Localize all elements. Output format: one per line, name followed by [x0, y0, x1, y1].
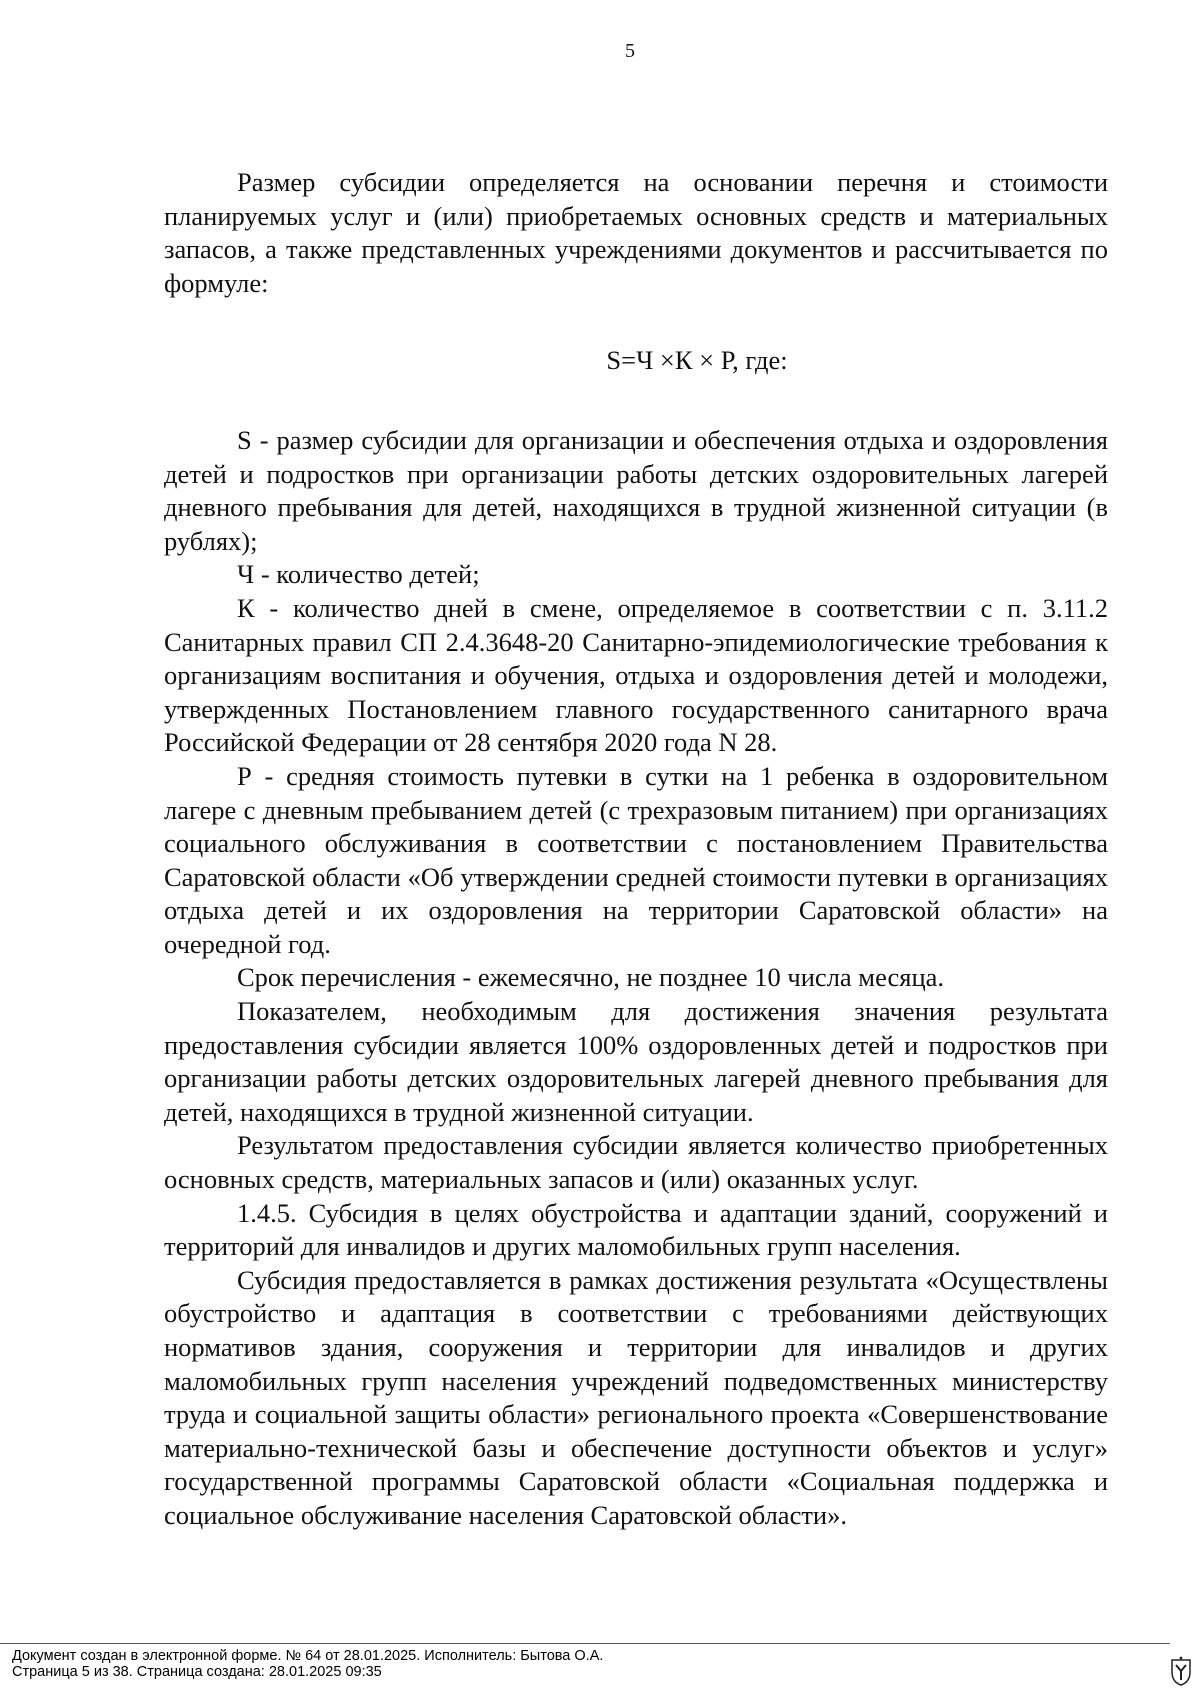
paragraph-indicator: Показателем, необходимым для достижения значения результата предоставления субсидии является 100% оздоровленных детей и подростков при организации работы детских оздоровительных лагерей дневного пребывания для детей, находящихся в трудной жизненной ситуации.: [164, 996, 1108, 1127]
formula: S=Ч ×К × Р, где:: [606, 345, 788, 376]
paragraph-r-definition: Р - средняя стоимость путевки в сутки на 1 ребенка в оздоровительном лагере с дневным пребыванием детей (с трехразовым питанием) при организациях социального обслуживания в соответствии с постановлением Правительства Саратовской области «Об утверждении средней стоимости путевки в организациях отдыха детей и их оздоровления на территории Саратовской области» на очередной год.: [164, 760, 1108, 959]
footer-line-1: Документ создан в электронной форме. № 64 от 28.01.2025. Исполнитель: Бытова О.А.: [12, 1648, 604, 1664]
document-body: [164, 166, 1108, 1533]
footer-divider: [0, 1643, 1170, 1644]
footer-line-2: Страница 5 из 38. Страница создана: 28.01.2025 09:35: [12, 1664, 382, 1680]
paragraph-k-definition: К - количество дней в смене, определяемое в соответствии с п. 3.11.2 Санитарных правил СП 2.4.3648-20 Санитарно-эпидемиологические требования к организациям воспитания и обучения, отдыха и оздоровления детей и молодежи, утвержденных Постановлением главного государственного санитарного врача Российской Федерации от 28 сентября 2020 года N 28.: [164, 592, 1108, 758]
document-footer: [12, 1648, 603, 1680]
paragraph-transfer-term: Срок перечисления - ежемесячно, не позднее 10 числа месяца.: [237, 962, 945, 993]
paragraph-subsidy-provision: Субсидия предоставляется в рамках достижения результата «Осуществлены обустройство и адаптация в соответствии с требованиями действующих нормативов здания, сооружения и территории для инвалидов и других маломобильных групп населения учреждений подведомственных министерству труда и социальной защиты области» регионального проекта «Совершенствование материально-технической базы и обеспечение доступности объектов и услуг» государственной программы Саратовской области «Социальная поддержка и социальное обслуживание населения Саратовской области».: [164, 1264, 1108, 1530]
paragraph-subsidy-size: Размер субсидии определяется на основании перечня и стоимости планируемых услуг и (или) приобретаемых основных средств и материальных запасов, а также представленных учреждениями документов и рассчитывается по формуле:: [164, 167, 1108, 298]
paragraph-result: Результатом предоставления субсидии является количество приобретенных основных средств, материальных запасов и (или) оказанных услуг.: [164, 1130, 1108, 1195]
saratov-emblem-icon: [1170, 1656, 1192, 1686]
paragraph-s-definition: S - размер субсидии для организации и обеспечения отдыха и оздоровления детей и подростков при организации работы детских оздоровительных лагерей дневного пребывания для детей, находящихся в трудной жизненной ситуации (в рублях);: [164, 424, 1108, 556]
paragraph-section-1-4-5: 1.4.5. Субсидия в целях обустройства и адаптации зданий, сооружений и территорий для инвалидов и других маломобильных групп населения.: [164, 1197, 1108, 1262]
paragraph-ch-definition: Ч - количество детей;: [237, 559, 480, 590]
page-number: 5: [625, 40, 635, 62]
